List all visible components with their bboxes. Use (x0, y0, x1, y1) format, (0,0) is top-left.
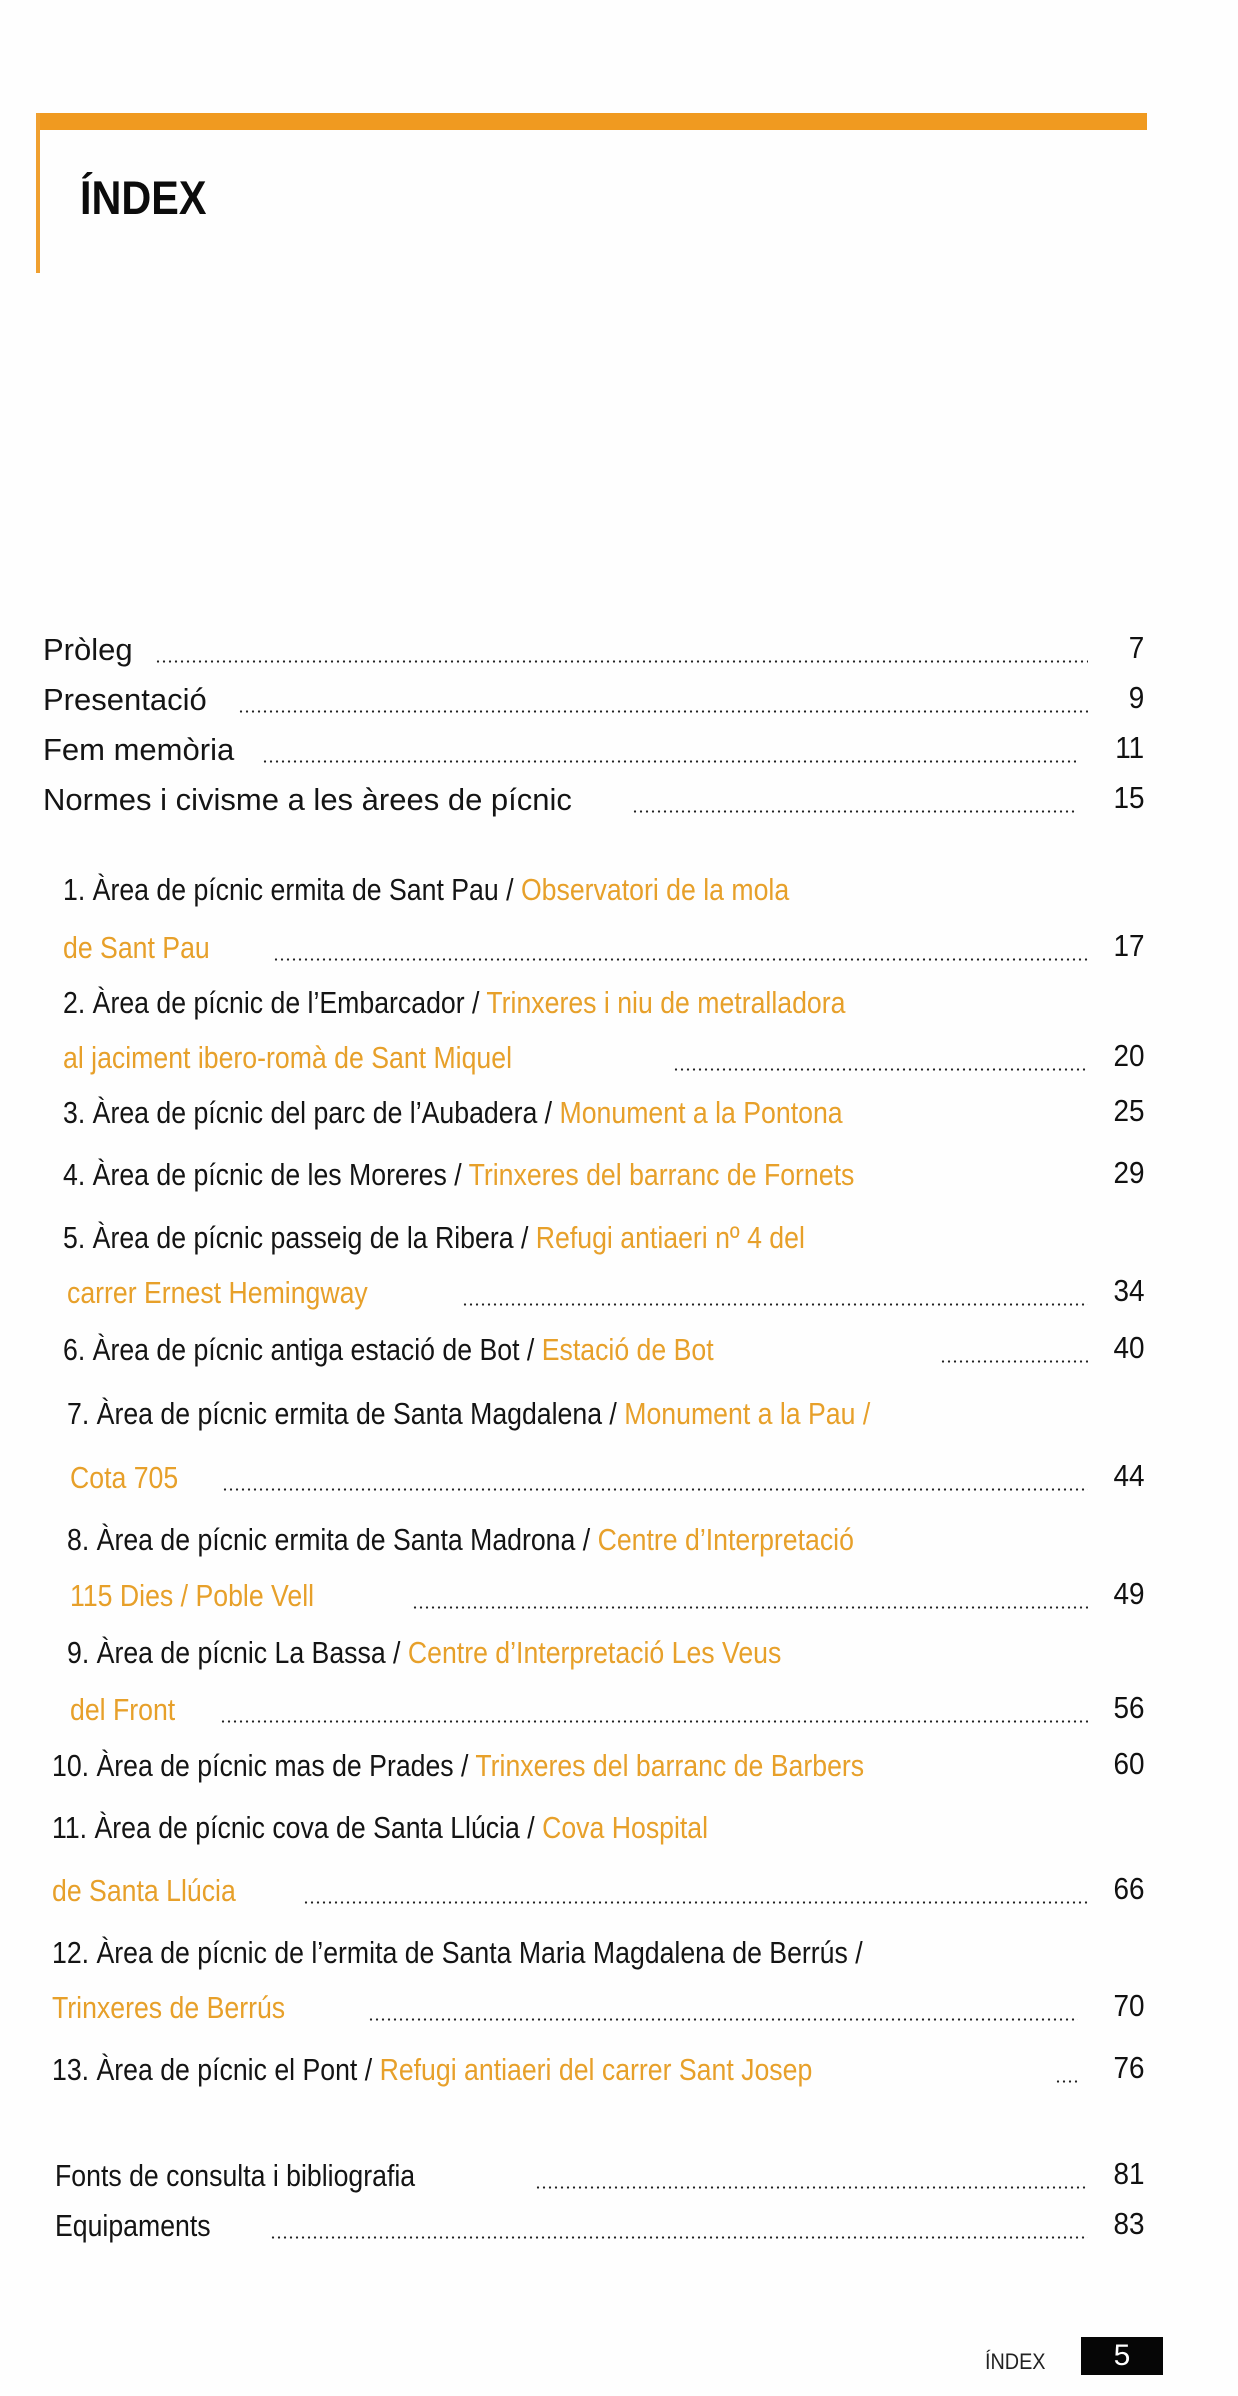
toc-leader (222, 1488, 1088, 1491)
toc-page: 7 (1128, 630, 1144, 665)
entry-number: 11. (52, 1810, 88, 1845)
toc-item-normes[interactable] (0, 782, 1238, 822)
toc-leader (270, 2236, 1088, 2239)
toc-leader (273, 958, 1088, 961)
header-accent-line (36, 113, 40, 273)
toc-leader (238, 710, 1088, 713)
entry-area: Àrea de pícnic el Pont / (96, 2052, 373, 2087)
toc-page: 70 (1112, 1988, 1144, 2023)
toc-item-fonts[interactable] (0, 2158, 1238, 2198)
entry-area: Àrea de pícnic del parc de l’Aubadera / (92, 1095, 553, 1130)
entry-site: Cova Hospital (542, 1810, 709, 1845)
toc-item-fem-memoria[interactable] (0, 732, 1238, 772)
toc-page: 81 (1112, 2156, 1144, 2191)
entry-number: 13. (52, 2052, 90, 2087)
entry-site-cont: carrer Ernest Hemingway (67, 1275, 368, 1310)
entry-area: Àrea de pícnic mas de Prades / (96, 1748, 469, 1783)
toc-entry-8-line1[interactable] (0, 1522, 1238, 1562)
toc-leader (632, 810, 1076, 813)
toc-page: 40 (1112, 1330, 1144, 1365)
toc-entry-6[interactable] (0, 1332, 1238, 1372)
toc-leader (535, 2186, 1088, 2189)
toc-entry-10[interactable] (0, 1748, 1238, 1788)
entry-site-cont: de Sant Pau (63, 930, 210, 965)
entry-site: Centre d’Interpretació Les Veus (407, 1635, 782, 1670)
toc-entry-8-line2[interactable] (0, 1578, 1238, 1618)
toc-entry-4[interactable] (0, 1157, 1238, 1197)
entry-site-cont: de Santa Llúcia (52, 1873, 236, 1908)
toc-entry-5-line1[interactable] (0, 1220, 1238, 1260)
toc-label: Fem memòria (43, 732, 235, 767)
entry-site: Monument a la Pontona (559, 1095, 843, 1130)
entry-site: Monument a la Pau / (624, 1396, 871, 1431)
toc-entry-13[interactable] (0, 2052, 1238, 2092)
toc-leader (262, 760, 1076, 763)
toc-item-presentacio[interactable] (0, 682, 1238, 722)
toc-page: 17 (1112, 928, 1144, 963)
toc-entry-12-line1[interactable] (0, 1935, 1238, 1975)
toc-entry-3[interactable] (0, 1095, 1238, 1135)
entry-number: 10. (52, 1748, 90, 1783)
entry-number: 1. (63, 872, 86, 907)
header-accent-bar (36, 113, 1147, 130)
entry-number: 8. (67, 1522, 90, 1557)
toc-page: 76 (1112, 2050, 1144, 2085)
toc-leader (220, 1720, 1088, 1723)
toc-page: 49 (1112, 1576, 1144, 1611)
toc-item-equipaments[interactable] (0, 2208, 1238, 2248)
toc-label: Normes i civisme a les àrees de pícnic (43, 782, 572, 817)
toc-entry-1-line2[interactable] (0, 930, 1238, 970)
toc-entry-2-line1[interactable] (0, 985, 1238, 1025)
entry-area: Àrea de pícnic de les Moreres / (92, 1157, 462, 1192)
entry-number: 4. (63, 1157, 86, 1192)
footer-section-label: ÍNDEX (985, 2349, 1046, 2374)
entry-number: 2. (63, 985, 86, 1020)
toc-label: Fonts de consulta i bibliografia (55, 2158, 416, 2193)
toc-label: Pròleg (43, 632, 133, 667)
toc-entry-7-line1[interactable] (0, 1396, 1238, 1436)
entry-site: Trinxeres del barranc de Barbers (475, 1748, 865, 1783)
entry-area: Àrea de pícnic de l’ermita de Santa Maria Magdalena de Berrús / (96, 1935, 863, 1970)
toc-page: 44 (1112, 1458, 1144, 1493)
entry-site: Trinxeres i niu de metralladora (486, 985, 846, 1020)
entry-area: Àrea de pícnic ermita de Sant Pau / (92, 872, 514, 907)
entry-area: Àrea de pícnic passeig de la Ribera / (92, 1220, 529, 1255)
toc-page: 34 (1112, 1273, 1144, 1308)
toc-entry-9-line1[interactable] (0, 1635, 1238, 1675)
entry-area: Àrea de pícnic cova de Santa Llúcia / (94, 1810, 535, 1845)
toc-page: 15 (1112, 780, 1144, 815)
toc-entry-12-line2[interactable] (0, 1990, 1238, 2030)
toc-entry-2-line2[interactable] (0, 1040, 1238, 1080)
toc-entry-7-line2[interactable] (0, 1460, 1238, 1500)
entry-number: 6. (63, 1332, 86, 1367)
entry-site-cont: al jaciment ibero-romà de Sant Miquel (63, 1040, 513, 1075)
entry-site: Refugi antiaeri nº 4 del (535, 1220, 805, 1255)
entry-site: Centre d’Interpretació (597, 1522, 854, 1557)
toc-entry-5-line2[interactable] (0, 1275, 1238, 1315)
entry-area: Àrea de pícnic de l’Embarcador / (92, 985, 480, 1020)
entry-site-cont: Cota 705 (70, 1460, 179, 1495)
entry-site-cont: 115 Dies / Poble Vell (70, 1578, 315, 1613)
toc-entry-9-line2[interactable] (0, 1692, 1238, 1732)
entry-site: Trinxeres del barranc de Fornets (468, 1157, 855, 1192)
page-number-badge: 5 (1081, 2337, 1163, 2375)
toc-leader (940, 1360, 1088, 1363)
entry-site: Refugi antiaeri del carrer Sant Josep (379, 2052, 813, 2087)
toc-leader (412, 1606, 1088, 1609)
toc-leader (155, 660, 1088, 663)
entry-number: 3. (63, 1095, 86, 1130)
entry-number: 9. (67, 1635, 90, 1670)
entry-number: 5. (63, 1220, 86, 1255)
toc-leader (673, 1068, 1088, 1071)
toc-page: 9 (1128, 680, 1144, 715)
entry-area: Àrea de pícnic ermita de Santa Magdalena / (96, 1396, 617, 1431)
toc-entry-11-line1[interactable] (0, 1810, 1238, 1850)
entry-site-cont: Trinxeres de Berrús (52, 1990, 286, 2025)
entry-number: 12. (52, 1935, 90, 1970)
toc-leader (368, 2018, 1078, 2021)
entry-site: Observatori de la mola (520, 872, 790, 907)
toc-item-proleg[interactable] (0, 632, 1238, 672)
entry-area: Àrea de pícnic ermita de Santa Madrona / (96, 1522, 591, 1557)
entry-number: 7. (67, 1396, 90, 1431)
page-title: ÍNDEX (80, 171, 207, 224)
toc-page: 66 (1112, 1871, 1144, 1906)
entry-area: Àrea de pícnic La Bassa / (96, 1635, 401, 1670)
toc-page: 20 (1112, 1038, 1144, 1073)
toc-label: Presentació (43, 682, 207, 717)
toc-page: 29 (1112, 1155, 1144, 1190)
toc-leader (303, 1901, 1088, 1904)
toc-page: 56 (1112, 1690, 1144, 1725)
toc-page: 11 (1115, 730, 1144, 765)
toc-page: 83 (1112, 2206, 1144, 2241)
toc-leader (462, 1303, 1088, 1306)
toc-entry-1-line1[interactable] (0, 872, 1238, 912)
entry-site-cont: del Front (70, 1692, 176, 1727)
toc-page: 25 (1112, 1093, 1144, 1128)
toc-label: Equipaments (55, 2208, 211, 2243)
entry-area: Àrea de pícnic antiga estació de Bot / (92, 1332, 535, 1367)
entry-site: Estació de Bot (541, 1332, 714, 1367)
toc-leader (1055, 2080, 1078, 2083)
toc-page: 60 (1112, 1746, 1144, 1781)
toc-entry-11-line2[interactable] (0, 1873, 1238, 1913)
